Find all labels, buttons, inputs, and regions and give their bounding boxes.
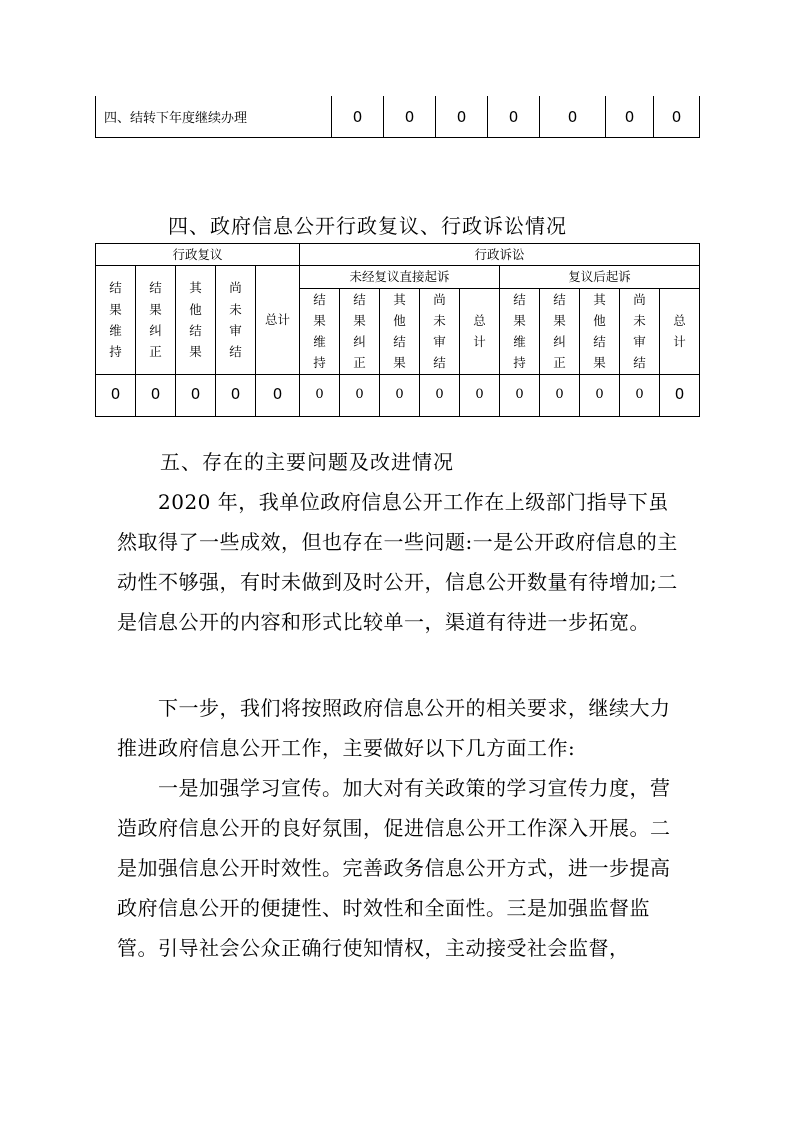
table-cell: 0 [216,374,256,416]
col-corrected: 结 果 纠 正 [340,288,380,374]
table-cell: 0 [300,374,340,416]
col-pending: 尚 未 审 结 [216,266,256,374]
table-cell: 0 [136,374,176,416]
table-cell: 0 [256,374,300,416]
review-litigation-table [95,243,700,417]
table-cell: 0 [540,374,580,416]
col-corrected: 结 果 纠 正 [136,266,176,374]
table-cell: 0 [384,96,436,138]
table-cell: 0 [580,374,620,416]
table-row [96,244,700,266]
col-total: 总计 [256,266,300,374]
table-cell: 0 [96,374,136,416]
table-cell: 0 [436,96,488,138]
litigation-header: 行政诉讼 [300,244,700,266]
table-row [96,374,700,416]
review-header: 行政复议 [96,244,300,266]
table-cell: 0 [620,374,660,416]
table-cell: 0 [340,374,380,416]
carryover-label: 四、结转下年度继续办理 [96,96,332,138]
col-other: 其 他 结 果 [580,288,620,374]
col-other: 其 他 结 果 [380,288,420,374]
table-cell: 0 [380,374,420,416]
paragraph: 下一步，我们将按照政府信息公开的相关要求，继续大力推进政府信息公开工作，主要做好以下几方面工作: [117,696,671,760]
paragraph: 2020 年，我单位政府信息公开工作在上级部门指导下虽然取得了一些成效，但也存在一些问题:一是公开政府信息的主动性不够强，有时未做到及时公开，信息公开数量有待增加;二是信息公开的内容和形式比较单一，渠道有待进一步拓宽。 [117,490,678,634]
section-title: 四、政府信息公开行政复议、行政诉讼情况 [168,214,567,238]
col-pending: 尚 未 审 结 [620,288,660,374]
table-cell: 0 [176,374,216,416]
table-cell: 0 [460,374,500,416]
col-total: 总 计 [460,288,500,374]
table-cell: 0 [606,96,654,138]
col-maintained: 结 果 维 持 [500,288,540,374]
table-cell: 0 [488,96,540,138]
direct-header: 未经复议直接起诉 [300,266,500,288]
carryover-table [95,96,700,138]
col-other: 其 他 结 果 [176,266,216,374]
table-cell: 0 [540,96,606,138]
table-row [96,96,700,138]
paragraph: 一是加强学习宣传。加大对有关政策的学习宣传力度，营造政府信息公开的良好氛围，促进信息公开工作深入开展。二是加强信息公开时效性。完善政务信息公开方式，进一步提高政府信息公开的便捷性、时效性和全面性。三是加强监督监管。引导社会公众正确行使知情权，主动接受社会监督， [117,776,671,960]
table-row [96,266,700,288]
col-maintained: 结 果 维 持 [96,266,136,374]
col-pending: 尚 未 审 结 [420,288,460,374]
section-title: 五、存在的主要问题及改进情况 [160,450,454,474]
table-cell: 0 [654,96,700,138]
table-cell: 0 [500,374,540,416]
table-cell: 0 [420,374,460,416]
after-review-header: 复议后起诉 [500,266,700,288]
col-corrected: 结 果 纠 正 [540,288,580,374]
col-total: 总 计 [660,288,700,374]
table-cell: 0 [660,374,700,416]
col-maintained: 结 果 维 持 [300,288,340,374]
table-cell: 0 [332,96,384,138]
